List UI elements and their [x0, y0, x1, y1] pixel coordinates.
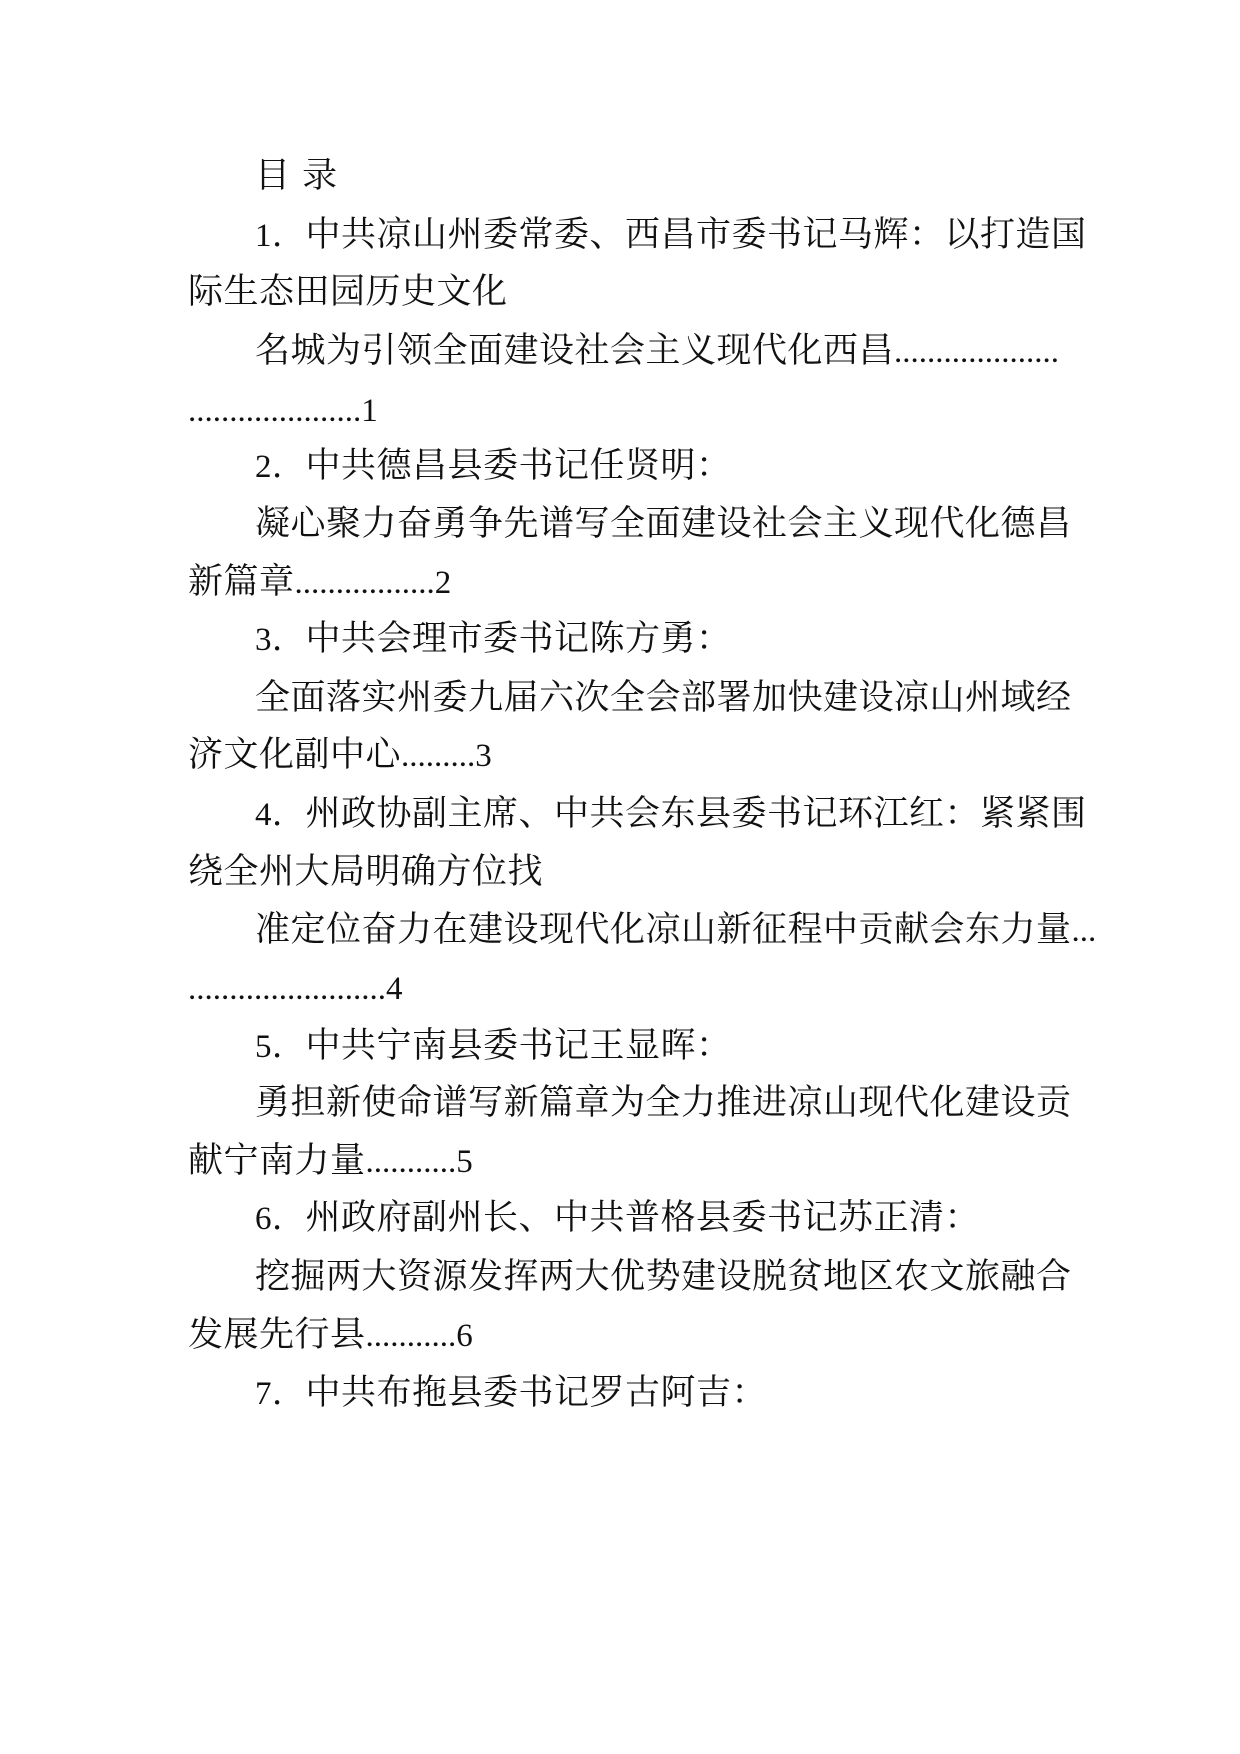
toc-leader-dots: ................. [294, 565, 435, 601]
toc-entry-6-subtitle[interactable]: 挖掘两大资源发挥两大优势建设脱贫地区农文旅融合 [255, 1257, 1072, 1297]
toc-entry-number: 4． [255, 797, 306, 833]
toc-entry-1-title-cont[interactable]: 际生态田园历史文化 [188, 272, 508, 312]
toc-entry-title: 中共会理市委书记陈方勇： [305, 619, 732, 659]
toc-heading: 目 录 [255, 156, 338, 196]
toc-entry-title: 州政协副主席、中共会东县委书记环江红：紧紧围 [305, 794, 1087, 834]
toc-entry-4-title[interactable] [255, 792, 1087, 837]
toc-entry-title: 中共宁南县委书记王显晖： [305, 1026, 732, 1066]
toc-entry-7-title[interactable] [255, 1371, 1058, 1416]
toc-entry-3-page-line[interactable] [188, 733, 1058, 778]
toc-entry-number: 3． [255, 622, 306, 658]
toc-entry-1-title[interactable] [255, 213, 1087, 258]
toc-entry-subtitle: 名城为引领全面建设社会主义现代化西昌 [255, 331, 895, 371]
toc-entry-4-page-line[interactable] [188, 966, 1058, 1011]
toc-entry-3-subtitle[interactable]: 全面落实州委九届六次全会部署加快建设凉山州域经 [255, 678, 1072, 718]
toc-page-number: 3 [475, 738, 492, 774]
toc-entry-number: 5． [255, 1029, 306, 1065]
toc-entry-3-title[interactable] [255, 617, 1058, 662]
toc-entry-1-subtitle[interactable] [255, 329, 1058, 374]
toc-page-number: 4 [386, 971, 403, 1007]
toc-leader-dots: ........................ [188, 971, 386, 1007]
toc-leader-dots: .................... [894, 334, 1060, 370]
toc-entry-6-page-line[interactable] [188, 1313, 1058, 1358]
toc-leader-dots: ........... [365, 1318, 457, 1354]
toc-entry-title: 中共布拖县委书记罗古阿吉： [305, 1373, 768, 1413]
toc-entry-number: 7． [255, 1376, 306, 1412]
toc-leader-dots: ........... [365, 1144, 457, 1180]
toc-page-number: 5 [456, 1144, 473, 1180]
toc-entry-2-title[interactable] [255, 444, 1058, 489]
toc-entry-title: 中共德昌县委书记任贤明： [305, 446, 732, 486]
toc-entry-number: 2． [255, 449, 306, 485]
toc-entry-subtitle: 准定位奋力在建设现代化凉山新征程中贡献会东力量 [255, 910, 1072, 950]
toc-entry-6-title[interactable] [255, 1196, 1058, 1241]
toc-page-number: 2 [434, 565, 452, 601]
toc-entry-number: 1． [255, 218, 306, 254]
toc-leader-dots: ..................... [188, 393, 362, 429]
toc-entry-number: 6． [255, 1201, 306, 1237]
toc-entry-5-subtitle[interactable]: 勇担新使命谱写新篇章为全力推进凉山现代化建设贡 [255, 1083, 1072, 1123]
toc-entry-title: 中共凉山州委常委、西昌市委书记马辉：以打造国 [305, 215, 1087, 255]
toc-entry-subtitle: 济文化副中心 [188, 735, 402, 775]
toc-entry-subtitle: 献宁南力量 [188, 1141, 366, 1181]
toc-entry-2-page-line[interactable] [188, 560, 1058, 605]
toc-page-number: 1 [361, 393, 378, 429]
toc-entry-title: 州政府副州长、中共普格县委书记苏正清： [305, 1198, 981, 1238]
toc-page-number: 6 [456, 1318, 473, 1354]
toc-entry-4-title-cont[interactable]: 绕全州大局明确方位找 [188, 852, 544, 892]
toc-entry-4-subtitle[interactable] [255, 908, 1097, 953]
toc-entry-5-page-line[interactable] [188, 1139, 1058, 1184]
toc-leader-dots: ......... [401, 738, 476, 774]
toc-entry-2-subtitle[interactable]: 凝心聚力奋勇争先谱写全面建设社会主义现代化德昌 [255, 504, 1072, 544]
toc-entry-subtitle: 发展先行县 [188, 1315, 366, 1355]
toc-entry-5-title[interactable] [255, 1024, 1058, 1069]
toc-entry-1-page-line[interactable] [188, 388, 1058, 433]
toc-leader-dots: ... [1071, 913, 1097, 949]
toc-entry-subtitle: 新篇章 [188, 562, 295, 602]
